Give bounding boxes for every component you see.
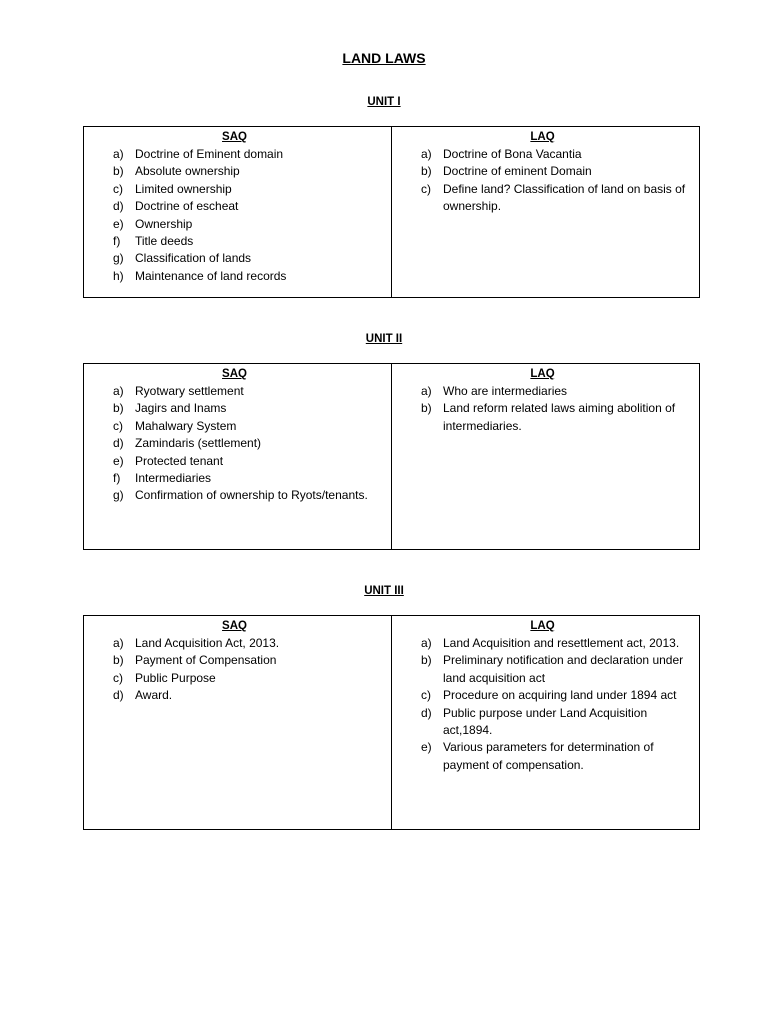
- list-item: [84, 670, 385, 687]
- list-item: [84, 383, 385, 400]
- list-item-marker: a): [421, 636, 432, 650]
- list-item-text: Who are intermediaries: [443, 384, 568, 398]
- unit-2-table: [83, 363, 700, 550]
- list-item-text: Classification of lands: [135, 251, 252, 266]
- list-item-text: Public purpose under Land Acquisition act,1894.: [443, 705, 648, 738]
- list-item: [84, 453, 385, 470]
- list-item: [84, 198, 385, 215]
- list-item: [392, 400, 693, 435]
- list-item-marker: b): [421, 164, 432, 179]
- list-item-text: Land Acquisition Act, 2013.: [135, 636, 280, 650]
- list-item: [84, 250, 385, 267]
- list-item-marker: e): [113, 216, 124, 231]
- unit-2-saq-list: [84, 383, 385, 505]
- list-item-marker: b): [113, 164, 124, 179]
- list-item-marker: b): [113, 653, 124, 668]
- unit-3-laq-column: [391, 616, 699, 829]
- list-item: [84, 635, 385, 652]
- list-item-text: Mahalwary System: [135, 418, 237, 433]
- list-item: [392, 146, 693, 163]
- list-item-marker: c): [113, 670, 123, 685]
- list-item-text: Procedure on acquiring land under 1894 act: [443, 688, 677, 703]
- unit-1-table: [83, 126, 700, 298]
- list-item-marker: a): [421, 384, 432, 398]
- list-item: [84, 268, 385, 285]
- unit-1-heading: UNIT I: [367, 96, 401, 108]
- list-item: [84, 418, 385, 435]
- list-item-text: Zamindaris (settlement): [135, 436, 262, 451]
- list-item-marker: b): [421, 653, 432, 668]
- list-item-marker: d): [113, 436, 124, 451]
- unit-1-laq-list: [392, 146, 693, 216]
- list-item-text: Doctrine of escheat: [135, 199, 239, 214]
- list-item: [392, 181, 693, 216]
- list-item-text: Ownership: [135, 216, 193, 231]
- list-item-marker: f): [113, 471, 121, 486]
- list-item: [392, 705, 693, 740]
- list-item: [392, 739, 693, 774]
- list-item-marker: g): [113, 251, 124, 266]
- unit-3-laq-list: [392, 635, 693, 774]
- unit-1-saq-column: [84, 127, 391, 297]
- unit-3-heading: UNIT III: [364, 585, 404, 597]
- list-item-text: Payment of Compensation: [135, 653, 277, 668]
- list-item-marker: b): [421, 401, 432, 416]
- list-item-text: Ryotwary settlement: [135, 384, 244, 398]
- list-item-marker: e): [113, 453, 124, 468]
- unit-3-table: [83, 615, 700, 830]
- unit-2-heading: UNIT II: [365, 333, 403, 345]
- list-item-text: Define land? Classification of land on basis of ownership.: [443, 181, 686, 214]
- list-item-marker: e): [421, 740, 432, 755]
- list-item: [84, 687, 385, 704]
- laq-heading: LAQ: [530, 131, 555, 143]
- list-item: [84, 233, 385, 250]
- document-title: LAND LAWS: [342, 50, 426, 66]
- unit-3-saq-column: [84, 616, 391, 829]
- laq-heading: LAQ: [530, 620, 555, 632]
- unit-2-laq-list: [392, 383, 693, 435]
- list-item: [84, 146, 385, 163]
- laq-heading: LAQ: [530, 368, 555, 380]
- list-item-marker: d): [113, 199, 124, 214]
- list-item-text: Doctrine of Bona Vacantia: [443, 147, 582, 161]
- list-item-marker: g): [113, 488, 124, 503]
- list-item-text: Land reform related laws aiming abolition of intermediaries.: [443, 401, 676, 433]
- list-item-text: Preliminary notification and declaration under land acquisition act: [443, 653, 684, 685]
- list-item-marker: d): [421, 705, 432, 720]
- list-item: [84, 470, 385, 487]
- list-item-marker: b): [113, 401, 124, 416]
- list-item: [84, 487, 385, 504]
- list-item-marker: a): [113, 384, 124, 398]
- list-item: [84, 181, 385, 198]
- saq-heading: SAQ: [222, 131, 247, 143]
- list-item-text: Absolute ownership: [135, 164, 240, 179]
- list-item-marker: a): [421, 147, 432, 161]
- list-item-text: Doctrine of eminent Domain: [443, 164, 592, 179]
- list-item-marker: a): [113, 636, 124, 650]
- list-item: [84, 652, 385, 669]
- list-item-text: Land Acquisition and resettlement act, 2013.: [443, 636, 680, 650]
- list-item: [392, 635, 693, 652]
- list-item-text: Confirmation of ownership to Ryots/tenants.: [135, 488, 368, 503]
- list-item-marker: d): [113, 688, 124, 703]
- list-item-marker: a): [113, 147, 124, 161]
- list-item: [84, 163, 385, 180]
- unit-2-saq-column: [84, 364, 391, 549]
- saq-heading: SAQ: [222, 368, 247, 380]
- list-item: [392, 652, 693, 687]
- list-item: [84, 216, 385, 233]
- list-item: [392, 163, 693, 180]
- list-item-text: Award.: [135, 688, 173, 703]
- list-item-text: Jagirs and Inams: [135, 401, 227, 416]
- list-item-marker: f): [113, 234, 121, 249]
- list-item-marker: c): [113, 181, 123, 196]
- list-item-marker: c): [113, 418, 123, 433]
- saq-heading: SAQ: [222, 620, 247, 632]
- list-item-text: Intermediaries: [135, 471, 212, 486]
- unit-2-laq-column: [391, 364, 699, 549]
- list-item-text: Doctrine of Eminent domain: [135, 147, 284, 161]
- unit-1-laq-column: [391, 127, 699, 297]
- list-item-text: Limited ownership: [135, 181, 232, 196]
- unit-3-saq-list: [84, 635, 385, 705]
- list-item-text: Public Purpose: [135, 670, 216, 685]
- list-item: [84, 400, 385, 417]
- list-item-text: Maintenance of land records: [135, 268, 287, 283]
- list-item: [392, 687, 693, 704]
- list-item-text: Various parameters for determination of payment of compensation.: [443, 740, 654, 772]
- list-item-text: Protected tenant: [135, 453, 224, 468]
- list-item-marker: c): [421, 688, 431, 703]
- list-item: [392, 383, 693, 400]
- unit-1-saq-list: [84, 146, 385, 285]
- list-item-marker: c): [421, 181, 431, 196]
- list-item: [84, 435, 385, 452]
- list-item-marker: h): [113, 268, 124, 283]
- list-item-text: Title deeds: [135, 234, 194, 249]
